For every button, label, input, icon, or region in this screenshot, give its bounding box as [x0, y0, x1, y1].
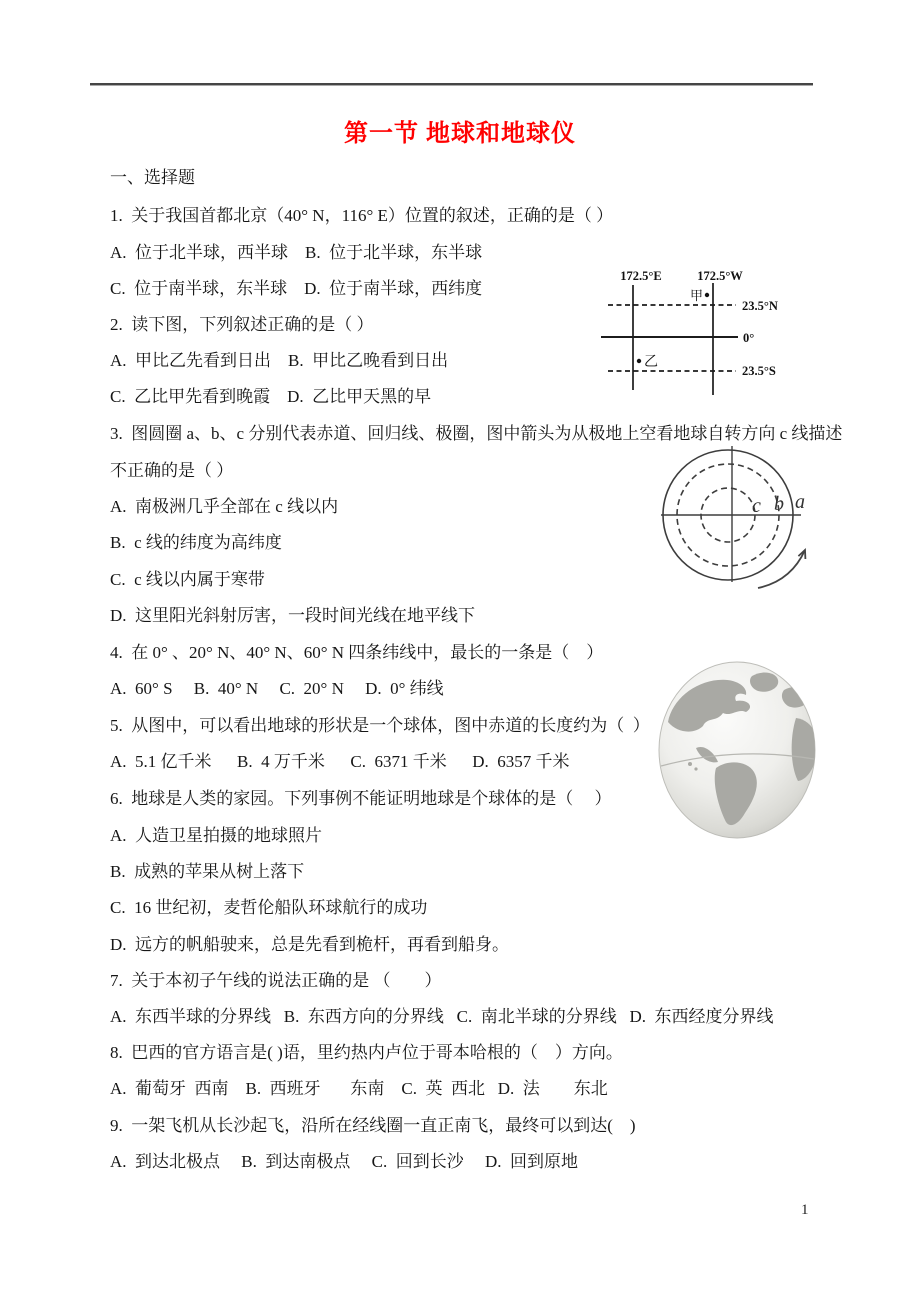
latitude-longitude-grid-figure: [598, 262, 808, 402]
lat-north-label: 23.5°N: [742, 299, 778, 313]
q6-option-d: D. 远方的帆船驶来，总是先看到桅杆，再看到船身。: [110, 935, 510, 954]
header-rule: [90, 83, 813, 85]
q2-options-ab: A. 甲比乙先看到日出 B. 甲比乙晚看到日出: [110, 351, 449, 370]
page-number: 1: [801, 1202, 809, 1218]
q2-options-cd: C. 乙比甲先看到晚霞 D. 乙比甲天黑的早: [110, 387, 432, 406]
page-title: 第一节 地球和地球仪: [344, 121, 576, 147]
q3-option-a: A. 南极洲几乎全部在 c 线以内: [110, 497, 339, 516]
label-c: c: [752, 495, 761, 517]
q6-stem: 6. 地球是人类的家园。下列事例不能证明地球是个球体的是（ ）: [110, 789, 612, 808]
q9-options: A. 到达北极点 B. 到达南极点 C. 回到长沙 D. 回到原地: [110, 1152, 578, 1171]
q6-option-a: A. 人造卫星拍摄的地球照片: [110, 826, 323, 845]
q1-options-cd: C. 位于南半球，东半球 D. 位于南半球，西纬度: [110, 279, 483, 298]
q3-option-b: B. c 线的纬度为高纬度: [110, 533, 282, 552]
q9-stem: 9. 一架飞机从长沙起飞，沿所在经线圈一直正南飞，最终可以到达( ): [110, 1116, 636, 1135]
longitude-west-label: 172.5°W: [697, 269, 743, 283]
q6-option-c: C. 16 世纪初，麦哲伦船队环球航行的成功: [110, 898, 428, 917]
q6-option-b: B. 成熟的苹果从树上落下: [110, 862, 305, 881]
polar-circles-figure: [655, 438, 825, 603]
q3-option-d: D. 这里阳光斜射厉害，一段时间光线在地平线下: [110, 606, 476, 625]
q2-stem: 2. 读下图，下列叙述正确的是（ ）: [110, 315, 374, 334]
island-dot: [694, 767, 697, 770]
q7-options: A. 东西半球的分界线 B. 东西方向的分界线 C. 南北半球的分界线 D. 东西经度分界线: [110, 1007, 774, 1026]
island-dot: [688, 762, 692, 766]
q5-options: A. 5.1 亿千米 B. 4 万千米 C. 6371 千米 D. 6357 千米: [110, 752, 570, 771]
point-yi-dot: [637, 359, 641, 363]
q1-options-ab: A. 位于北半球，西半球 B. 位于北半球，东半球: [110, 243, 483, 262]
continent-africa: [792, 718, 818, 781]
point-yi-label: 乙: [644, 355, 658, 370]
label-b: b: [774, 493, 784, 515]
q5-stem: 5. 从图中，可以看出地球的形状是一个球体，图中赤道的长度约为（ ）: [110, 716, 650, 735]
point-jia-dot: [705, 293, 709, 297]
q8-options: A. 葡萄牙 西南 B. 西班牙 东南 C. 英 西北 D. 法 东北: [110, 1079, 608, 1098]
section-heading: 一、选择题: [110, 168, 195, 187]
point-jia-label: 甲: [690, 288, 704, 303]
q7-stem: 7. 关于本初子午线的说法正确的是 （ ）: [110, 971, 442, 990]
q8-stem: 8. 巴西的官方语言是( )语，里约热内卢位于哥本哈根的（ ）方向。: [110, 1043, 623, 1062]
q3-stem-line1: 3. 图圆圈 a、b、c 分别代表赤道、回归线、极圈，图中箭头为从极地上空看地球自转方向 c 线描述: [110, 424, 843, 443]
q4-options: A. 60° S B. 40° N C. 20° N D. 0° 纬线: [110, 679, 444, 698]
equator-label: 0°: [743, 331, 755, 345]
q3-option-c: C. c 线以内属于寒带: [110, 570, 265, 589]
globe-image: [656, 660, 822, 842]
q1-stem: 1. 关于我国首都北京（40° N，116° E）位置的叙述，正确的是（ ）: [110, 206, 614, 225]
label-a: a: [795, 491, 805, 513]
q4-stem: 4. 在 0° 、20° N、40° N、60° N 四条纬线中，最长的一条是（ ）: [110, 643, 604, 662]
lat-south-label: 23.5°S: [742, 364, 776, 378]
q3-stem-line2: 不正确的是（ ）: [110, 461, 234, 480]
longitude-east-label: 172.5°E: [620, 269, 662, 283]
